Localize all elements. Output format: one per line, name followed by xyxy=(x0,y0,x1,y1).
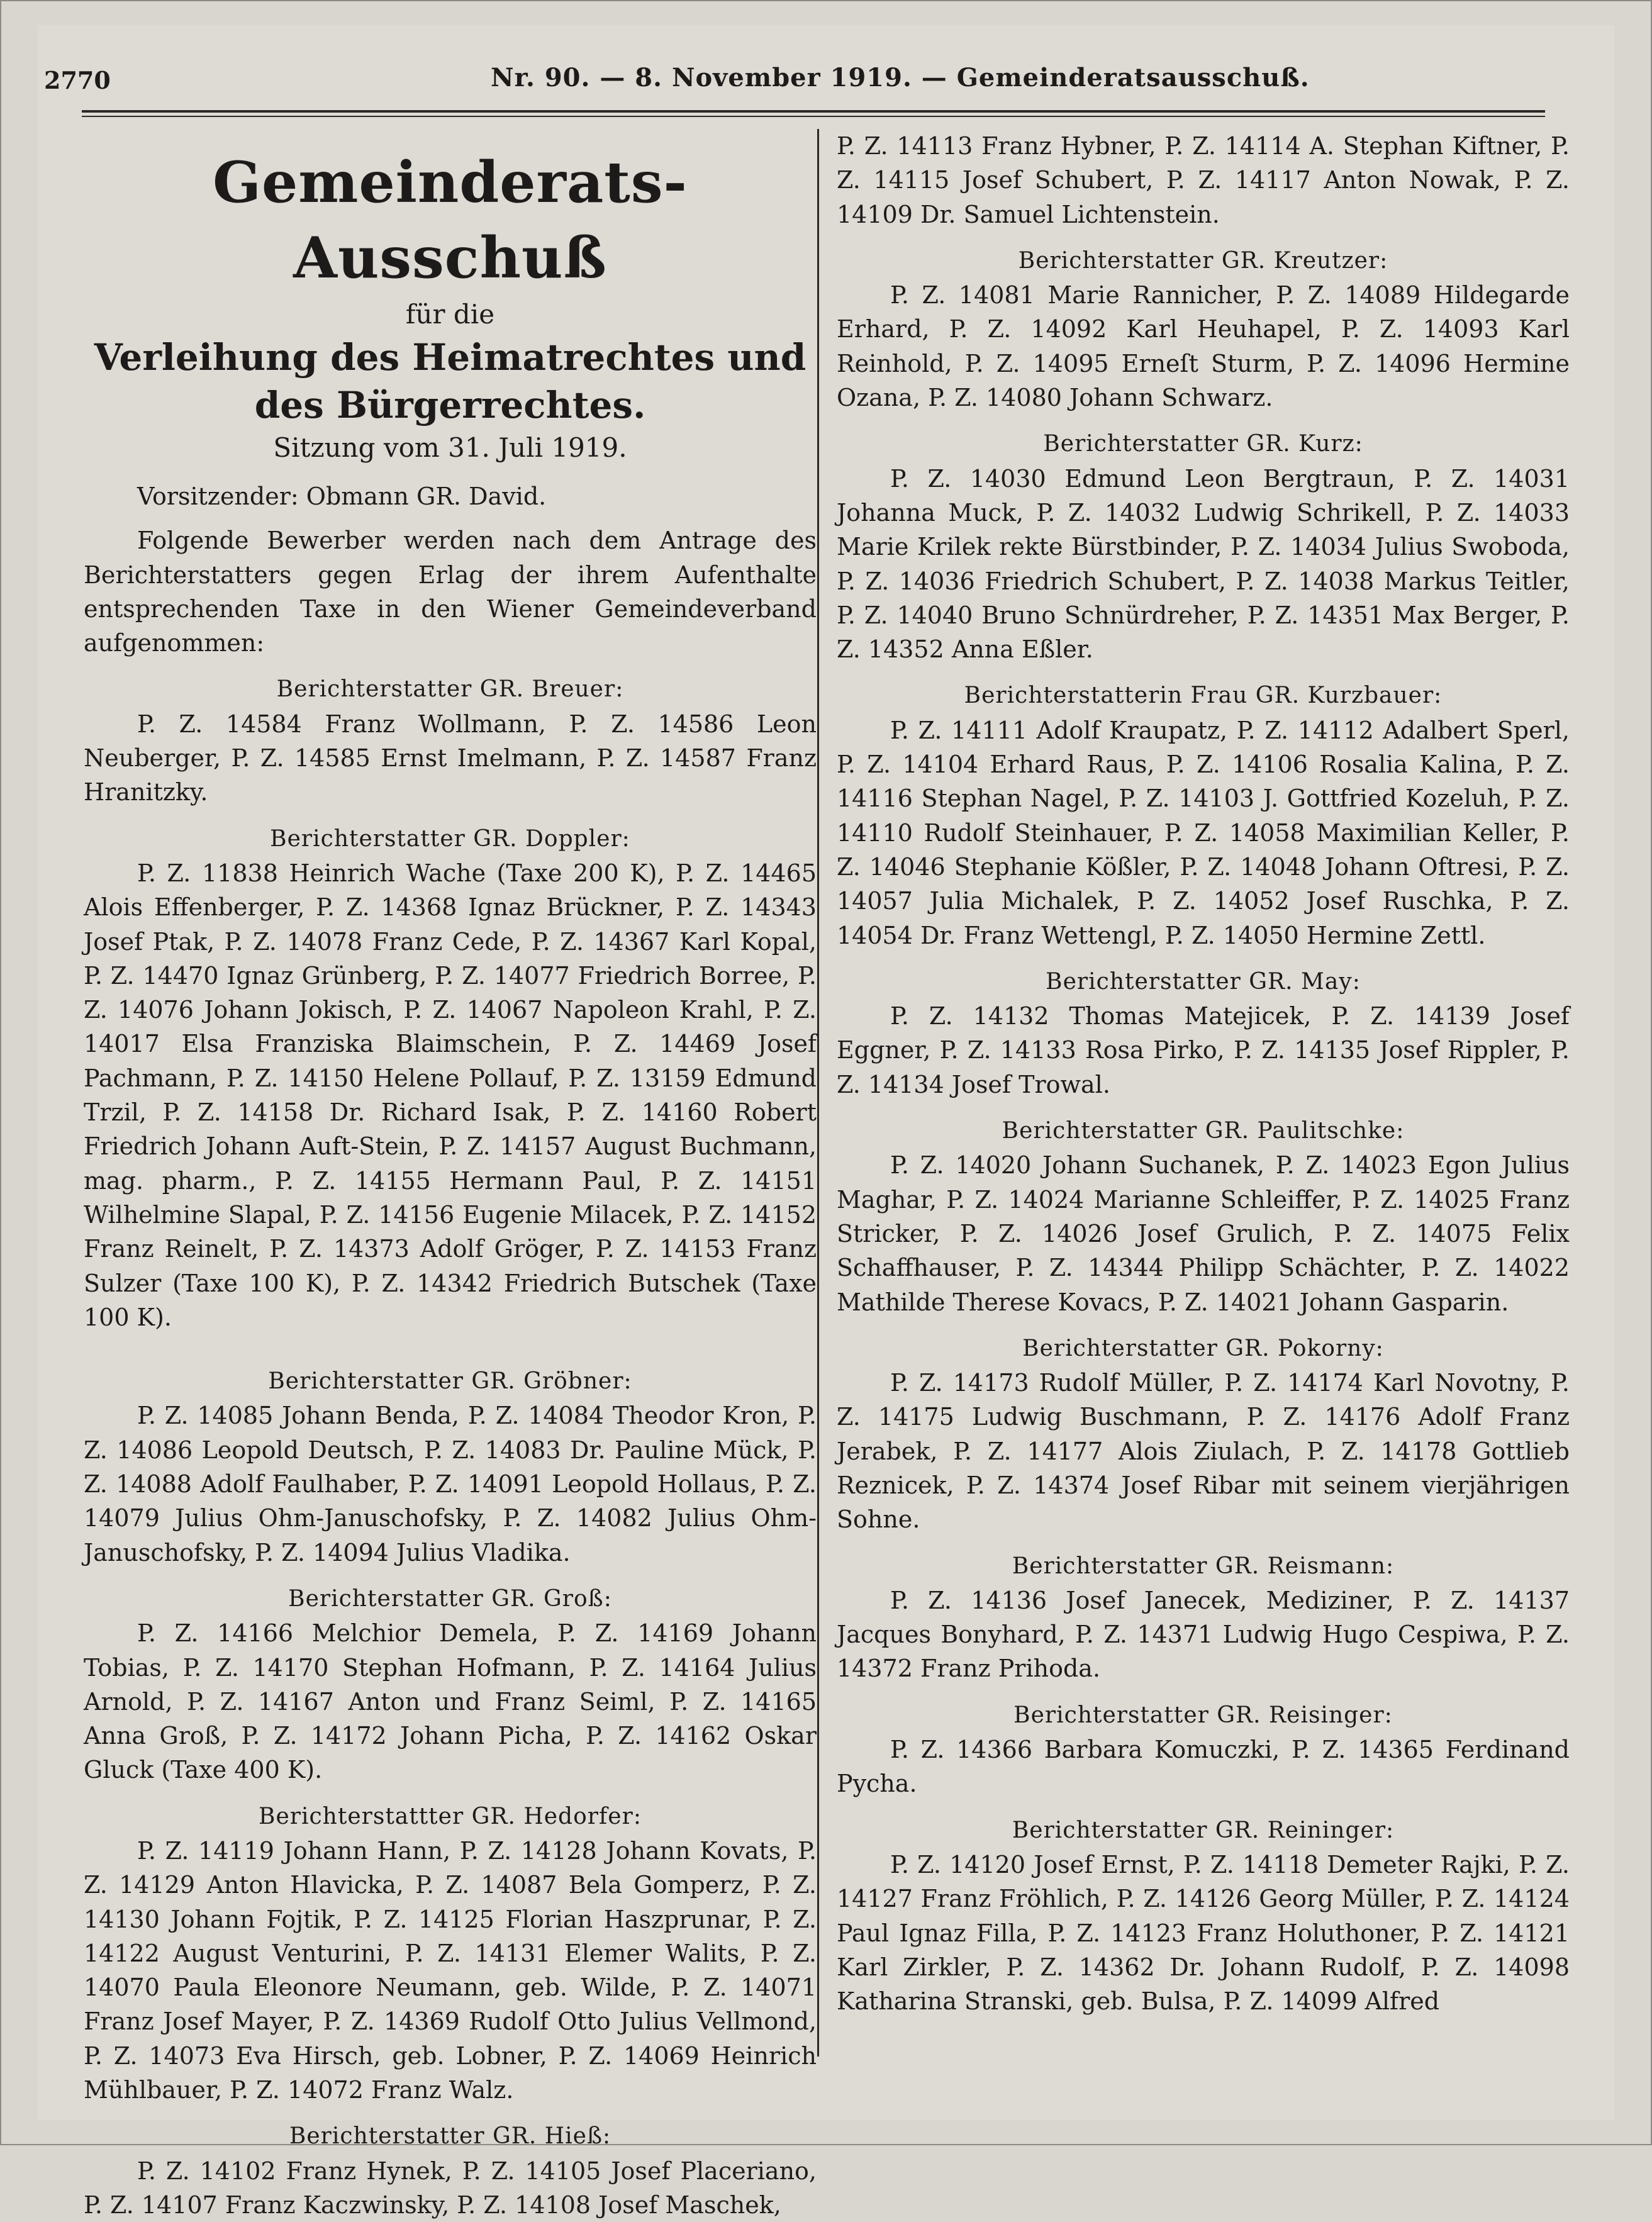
document-subtitle: für die xyxy=(84,296,817,333)
reporter-heading: Berichterstatter GR. Reininger: xyxy=(837,1814,1570,1848)
reporter-heading: Berichterstatterin Frau GR. Kurzbauer: xyxy=(837,679,1570,713)
header-rule xyxy=(82,110,1545,113)
reporter-heading: Berichterstatter GR. Pokorny: xyxy=(837,1332,1570,1366)
reporter-heading: Berichterstatter GR. Reismann: xyxy=(837,1549,1570,1583)
document-title: Gemeinderats-Ausschuß xyxy=(84,145,817,296)
applicant-list: P. Z. 14085 Johann Benda, P. Z. 14084 Theodor Kron, P. Z. 14086 Leopold Deutsch, P. Z. 14083 Dr. Pauline Mück, P. Z. 14088 Adolf Faulhaber, P. Z. 14091 Leopold Hollaus, P. Z. 14079 Julius Ohm-Januschofsky, P. Z. 14082 Julius Ohm-Januschofsky, P. Z. 14094 Julius Vladika. xyxy=(84,1399,817,1569)
applicant-list: P. Z. 14584 Franz Wollmann, P. Z. 14586 Leon Neuberger, P. Z. 14585 Ernst Imelmann, P. Z. 14587 Franz Hranitzky. xyxy=(84,707,817,810)
column-divider xyxy=(817,129,819,2057)
applicant-list: P. Z. 14102 Franz Hynek, P. Z. 14105 Josef Placeriano, P. Z. 14107 Franz Kaczwinsky, P. Z. 14108 Josef Maschek, xyxy=(84,2154,817,2222)
header-rule-thin xyxy=(82,116,1545,117)
chairman-line: Vorsitzender: Obmann GR. David. xyxy=(84,479,817,513)
document-heading: Verleihung des Heimatrechtes und des Bürgerrechtes. xyxy=(84,333,817,429)
reporter-heading: Berichterstatter GR. Reisinger: xyxy=(837,1699,1570,1733)
right-column xyxy=(837,129,1570,2018)
reporter-heading: Berichterstatter GR. Hieß: xyxy=(84,2119,817,2153)
left-column xyxy=(84,129,817,2222)
applicant-list: P. Z. 11838 Heinrich Wache (Taxe 200 K), P. Z. 14465 Alois Effenberger, P. Z. 14368 Ignaz Brückner, P. Z. 14343 Josef Ptak, P. Z. 14078 Franz Cede, P. Z. 14367 Karl Kopal, P. Z. 14470 Ignaz Grünberg, P. Z. 14077 Friedrich Borree, P. Z. 14076 Johann Jokisch, P. Z. 14067 Napoleon Krahl, P. Z. 14017 Elsa Franziska Blaimschein, P. Z. 14469 Josef Pachmann, P. Z. 14150 Helene Pollauf, P. Z. 13159 Edmund Trzil, P. Z. 14158 Dr. Richard Isak, P. Z. 14160 Robert Friedrich Johann Auft-Stein, P. Z. 14157 August Buchmann, mag. pharm., P. Z. 14155 Hermann Paul, P. Z. 14151 Wilhelmine Slapal, P. Z. 14156 Eugenie Milacek, P. Z. 14152 Franz Reinelt, P. Z. 14373 Adolf Gröger, P. Z. 14153 Franz Sulzer (Taxe 100 K), P. Z. 14342 Friedrich Butschek (Taxe 100 K). xyxy=(84,856,817,1334)
running-title: Nr. 90. — 8. November 1919. — Gemeinderatsausschuß. xyxy=(491,63,1310,92)
reporter-heading: Berichterstattter GR. Hedorfer: xyxy=(84,1800,817,1834)
reporter-heading: Berichterstatter GR. Kurz: xyxy=(837,427,1570,461)
applicant-list: P. Z. 14173 Rudolf Müller, P. Z. 14174 Karl Novotny, P. Z. 14175 Ludwig Buschmann, P. Z. 14176 Adolf Franz Jerabek, P. Z. 14177 Alois Ziulach, P. Z. 14178 Gottlieb Reznicek, P. Z. 14374 Josef Ribar mit seinem vierjährigen Sohne. xyxy=(837,1366,1570,1536)
reporter-heading: Berichterstatter GR. Groß: xyxy=(84,1582,817,1616)
intro-paragraph: Folgende Bewerber werden nach dem Antrage des Berichterstatters gegen Erlag der ihrem Aufenthalte entsprechenden Taxe in den Wiener Gemeindeverband aufgenommen: xyxy=(84,523,817,660)
page-number: 2770 xyxy=(44,66,111,94)
session-date: Sitzung vom 31. Juli 1919. xyxy=(84,429,817,467)
applicant-list: P. Z. 14166 Melchior Demela, P. Z. 14169 Johann Tobias, P. Z. 14170 Stephan Hofmann, P. Z. 14164 Julius Arnold, P. Z. 14167 Anton und Franz Seiml, P. Z. 14165 Anna Groß, P. Z. 14172 Johann Picha, P. Z. 14162 Oskar Gluck (Taxe 400 K). xyxy=(84,1616,817,1787)
applicant-list-continued: P. Z. 14113 Franz Hybner, P. Z. 14114 A. Stephan Kiftner, P. Z. 14115 Josef Schubert, P. Z. 14117 Anton Nowak, P. Z. 14109 Dr. Samuel Lichtenstein. xyxy=(837,129,1570,232)
reporter-heading: Berichterstatter GR. Gröbner: xyxy=(84,1365,817,1399)
applicant-list: P. Z. 14120 Josef Ernst, P. Z. 14118 Demeter Rajki, P. Z. 14127 Franz Fröhlich, P. Z. 14126 Georg Müller, P. Z. 14124 Paul Ignaz Filla, P. Z. 14123 Franz Holuthoner, P. Z. 14121 Karl Zirkler, P. Z. 14362 Dr. Johann Rudolf, P. Z. 14098 Katharina Stranski, geb. Bulsa, P. Z. 14099 Alfred xyxy=(837,1848,1570,2018)
applicant-list: P. Z. 14136 Josef Janecek, Mediziner, P. Z. 14137 Jacques Bonyhard, P. Z. 14371 Ludwig Hugo Cespiwa, P. Z. 14372 Franz Prihoda. xyxy=(837,1583,1570,1686)
reporter-heading: Berichterstatter GR. Kreutzer: xyxy=(837,244,1570,278)
reporter-heading: Berichterstatter GR. May: xyxy=(837,965,1570,999)
applicant-list: P. Z. 14119 Johann Hann, P. Z. 14128 Johann Kovats, P. Z. 14129 Anton Hlavicka, P. Z. 14087 Bela Gomperz, P. Z. 14130 Johann Fojtik, P. Z. 14125 Florian Haszprunar, P. Z. 14122 August Venturini, P. Z. 14131 Elemer Walits, P. Z. 14070 Paula Eleonore Neumann, geb. Wilde, P. Z. 14071 Franz Josef Mayer, P. Z. 14369 Rudolf Otto Julius Vellmond, P. Z. 14073 Eva Hirsch, geb. Lobner, P. Z. 14069 Heinrich Mühlbauer, P. Z. 14072 Franz Walz. xyxy=(84,1834,817,2107)
reporter-heading: Berichterstatter GR. Breuer: xyxy=(84,673,817,706)
applicant-list: P. Z. 14081 Marie Rannicher, P. Z. 14089 Hildegarde Erhard, P. Z. 14092 Karl Heuhapel, P. Z. 14093 Karl Reinhold, P. Z. 14095 Erneſt Sturm, P. Z. 14096 Hermine Ozana, P. Z. 14080 Johann Schwarz. xyxy=(837,278,1570,415)
applicant-list: P. Z. 14132 Thomas Matejicek, P. Z. 14139 Josef Eggner, P. Z. 14133 Rosa Pirko, P. Z. 14135 Josef Rippler, P. Z. 14134 Josef Trowal. xyxy=(837,999,1570,1102)
applicant-list: P. Z. 14111 Adolf Kraupatz, P. Z. 14112 Adalbert Sperl, P. Z. 14104 Erhard Raus, P. Z. 14106 Rosalia Kalina, P. Z. 14116 Stephan Nagel, P. Z. 14103 J. Gottfried Kozeluh, P. Z. 14110 Rudolf Steinhauer, P. Z. 14058 Maximilian Keller, P. Z. 14046 Stephanie Kößler, P. Z. 14048 Johann Oftresi, P. Z. 14057 Julia Michalek, P. Z. 14052 Josef Ruschka, P. Z. 14054 Dr. Franz Wettengl, P. Z. 14050 Hermine Zettl. xyxy=(837,713,1570,952)
reporter-heading: Berichterstatter GR. Paulitschke: xyxy=(837,1114,1570,1148)
applicant-list: P. Z. 14030 Edmund Leon Bergtraun, P. Z. 14031 Johanna Muck, P. Z. 14032 Ludwig Schrikell, P. Z. 14033 Marie Krilek rekte Bürstbinder, P. Z. 14034 Julius Swoboda, P. Z. 14036 Friedrich Schubert, P. Z. 14038 Markus Teitler, P. Z. 14040 Bruno Schnürdreher, P. Z. 14351 Max Berger, P. Z. 14352 Anna Eßler. xyxy=(837,462,1570,667)
applicant-list: P. Z. 14366 Barbara Komuczki, P. Z. 14365 Ferdinand Pycha. xyxy=(837,1733,1570,1801)
reporter-heading: Berichterstatter GR. Doppler: xyxy=(84,822,817,856)
applicant-list: P. Z. 14020 Johann Suchanek, P. Z. 14023 Egon Julius Maghar, P. Z. 14024 Marianne Schleiffer, P. Z. 14025 Franz Stricker, P. Z. 14026 Josef Grulich, P. Z. 14075 Felix Schaffhauser, P. Z. 14344 Philipp Schächter, P. Z. 14022 Mathilde Therese Kovacs, P. Z. 14021 Johann Gasparin. xyxy=(837,1148,1570,1319)
